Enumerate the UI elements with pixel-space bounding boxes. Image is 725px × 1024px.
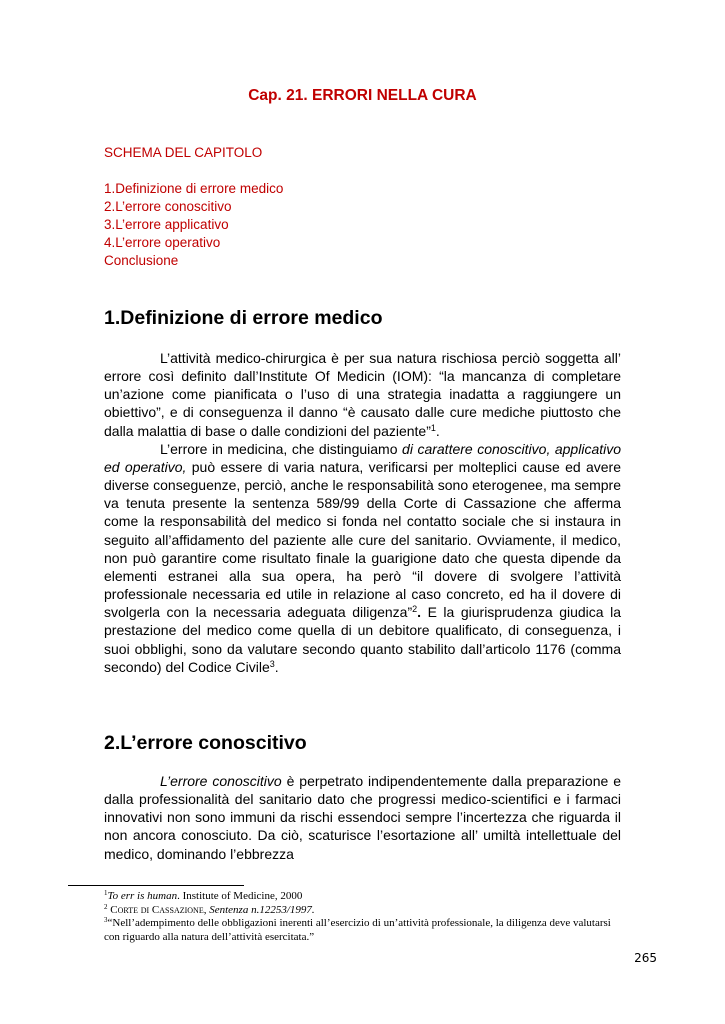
outline-item: 4.L’errore operativo xyxy=(104,235,221,250)
section-1-body xyxy=(104,349,621,676)
footnote-ref: 3 xyxy=(269,658,275,669)
paragraph: L’attività medico-chirurgica è per sua natura rischiosa perciò soggetta all’ errore così definito dall’Institute Of Medicin (IOM): “la mancanza di completare un’azione come pianificata o l’uso di una strategia inadatta a raggiungere un obiettivo”, e di conseguenza il danno “è causato dalle cure mediche piuttosto che dalla malattia di base o dalle condizioni del paziente”$^1$. xyxy=(104,350,621,439)
page-number: 265 xyxy=(634,951,657,965)
outline-item: 3.L’errore applicativo xyxy=(104,217,229,232)
footnote-ref: 1 xyxy=(430,422,436,433)
section-heading-1: 1.Definizione di errore medico xyxy=(104,307,383,329)
outline-item: Conclusione xyxy=(104,253,179,268)
chapter-outline xyxy=(104,144,283,270)
footnote-1: $^1$To err is human. Institute of Medicine, 2000 xyxy=(104,889,303,902)
footnote-ref: 2 xyxy=(412,604,418,615)
outline-heading: SCHEMA DEL CAPITOLO xyxy=(104,145,263,160)
outline-item: 2.L’errore conoscitivo xyxy=(104,199,232,214)
paragraph: L’errore conoscitivo è perpetrato indipendentemente dalla preparazione e dalla professionalità del sanitario dato che progressi medico-scientifici e i farmaci innovativi non sono immuni da rischi essendoci sempre l’incertezza che riguarda il non ancora conosciuto. Da ciò, scaturisce l’esortazione all’ umiltà intellettuale del medico, dominando l’ebbrezza xyxy=(104,773,621,862)
footnote-3: $^3$“Nell’adempimento delle obbligazioni inerenti all’esercizio di un’attività professionale, la diligenza deve valutarsi con riguardo alla natura dell’attività esercitata.” xyxy=(104,916,611,943)
outline-item: 1.Definizione di errore medico xyxy=(104,181,284,196)
footnotes xyxy=(104,890,621,944)
footnote-separator xyxy=(68,885,244,886)
footnote-2: $^2$ Corte di Cassazione, Sentenza n.12253/1997. xyxy=(104,902,315,916)
section-heading-2: 2.L’errore conoscitivo xyxy=(104,732,307,754)
paragraph: L’errore in medicina, che distinguiamo di carattere conoscitivo, applicativo ed operativo, può essere di varia natura, verificarsi per molteplici cause ed avere diverse conseguenze, perciò, anche le responsabilità sono eterogenee, ma sempre va tenuta presente la sentenza 589/99 della Corte di Cassazione che afferma come la responsabilità del medico si fonda nel contatto sociale che si instaura in seguito all’affidamento del paziente alle cure del sanitario. Ovviamente, il medico, non può garantire come risultato finale la guarigione dato che questa dipende da elementi estranei alla sua opera, ha però “il dovere di svolgere l’attività professionale necessaria ed utile in relazione al caso concreto, ed ha il dovere di svolgerla con la necessaria adeguata diligenza”$^2$. E la giurisprudenza giudica la prestazione del medico come quella di un debitore qualificato, di conseguenza, i suoi obblighi, sono da valutare secondo quanto stabilito dall’articolo 1176 (comma secondo) del Codice Civile$^3$. xyxy=(104,440,622,675)
section-2-body xyxy=(104,772,621,863)
chapter-title: Cap. 21. ERRORI NELLA CURA xyxy=(248,87,477,104)
